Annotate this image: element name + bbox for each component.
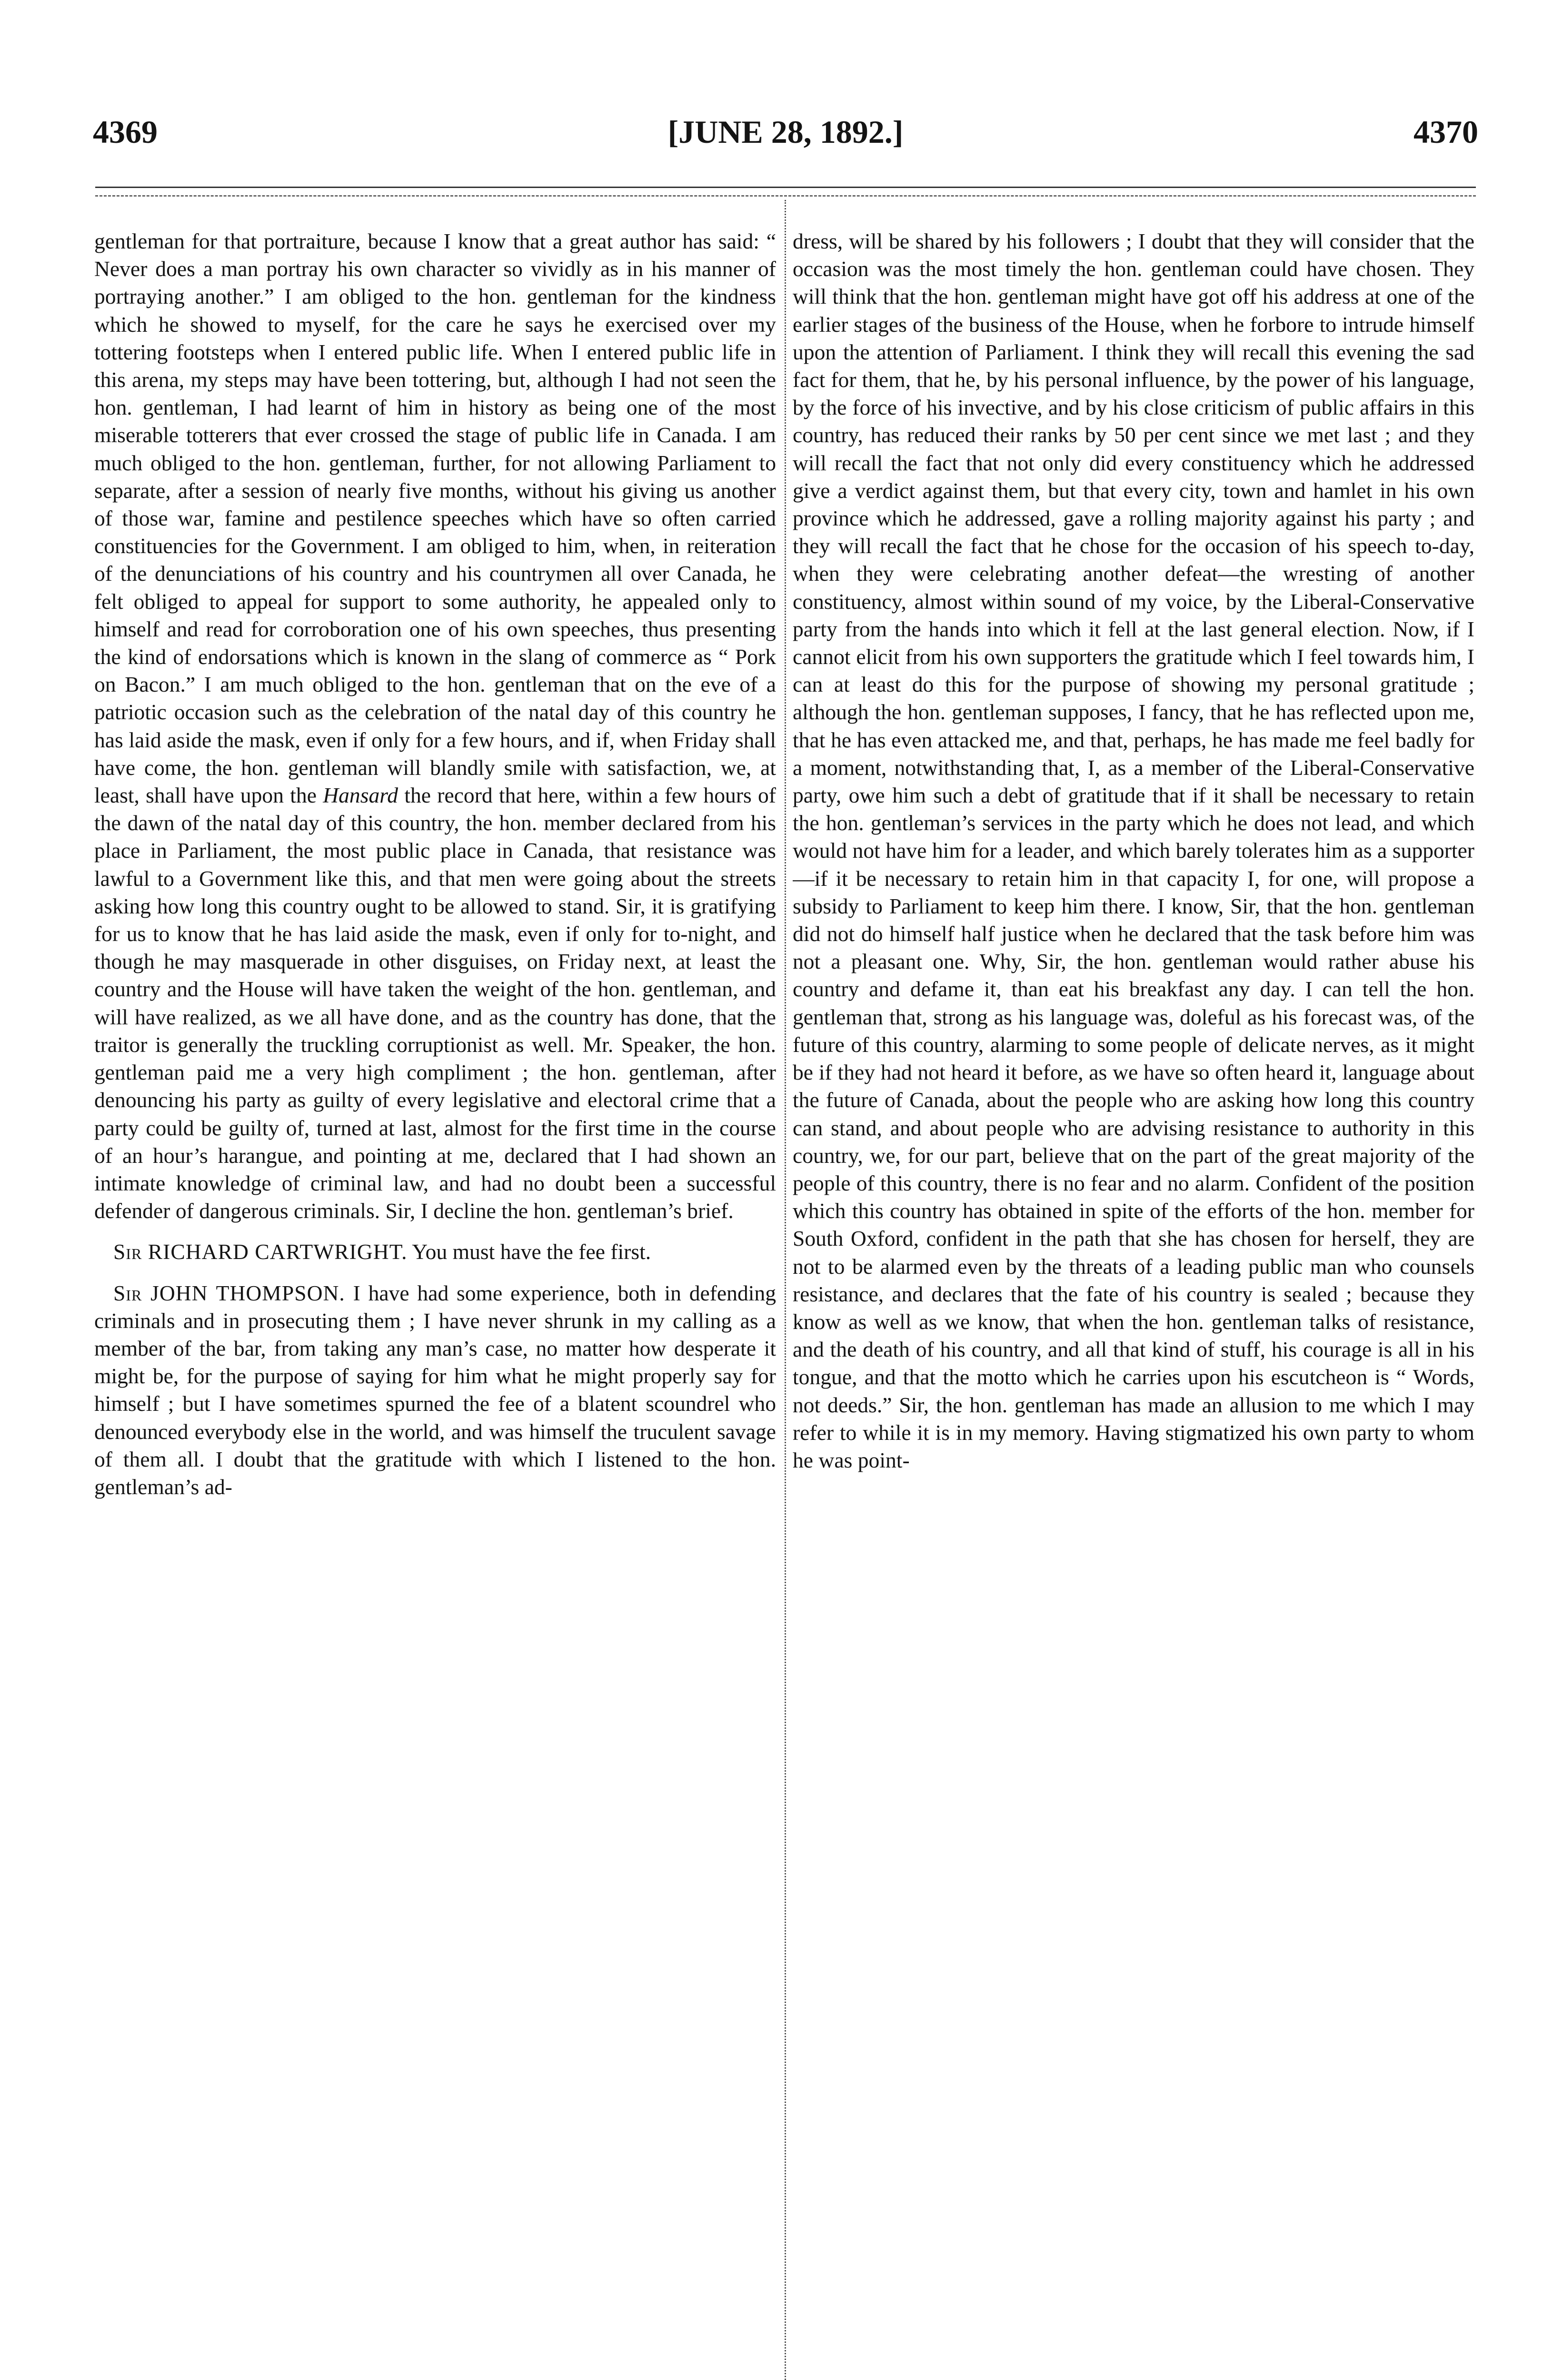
text-run: gentleman for that portraiture, because I know that a great author has said: “ Never does a man portray his own character so vividly as in his manner of portraying another.” I am obliged to the hon. gentleman for the kindness which he showed to myself, for the care he says he exercised over my tottering footsteps when I entered public life. When I entered public life in this arena, my steps may have been tottering, but, although I had not seen the hon. gentleman, I had learnt of him in history as being one of the most miserable totterers that ever crossed the stage of public life in Canada. I am much obliged to the hon. gentleman, further, for not allowing Parliament to separate, after a session of nearly five months, without his giving us another of those war, famine and pestilence speeches which have so often carried constituencies for the Government. I am obliged to him, when, in reiteration of the denunciations of his country and his countrymen all over Canada, he felt obliged to appeal for support to some authority, he appealed only to himself and read for corroboration one of his own speeches, thus presenting the kind of endorsations which is known in the slang of commerce as “ Pork on Bacon.” I am much obliged to the hon. gentleman that on the eve of a patriotic occasion such as the celebration of the natal day of this country he has laid aside the mask, even if only for a few hours, and if, when Friday shall have come, the hon. gentleman will blandly smile with satisfaction, we, at least, shall have upon the xyxy=(94,229,776,808)
left-column xyxy=(94,228,776,2380)
paragraph-cartwright xyxy=(94,1238,776,1266)
header-rule xyxy=(95,187,1476,188)
page-number-right: 4370 xyxy=(1414,114,1478,150)
page-date: [JUNE 28, 1892.] xyxy=(667,114,904,150)
paragraph-continued xyxy=(94,228,776,1225)
paragraph-thompson xyxy=(94,1279,776,1501)
column-divider xyxy=(785,200,786,2380)
speech-text: You must have the fee first. xyxy=(412,1240,651,1264)
page-header xyxy=(93,104,1478,156)
header-rule-dashed xyxy=(95,195,1476,197)
page-number-left: 4369 xyxy=(93,114,158,150)
speech-text: I have had some experience, both in defending criminals and in prosecuting them ; I have never shrunk in my calling as a member of the bar, from taking any man’s case, no matter how desperate it might be, for the purpose of saying for him what he might properly say for himself ; but I have sometimes spurned the fee of a blatent scoundrel who denounced everybody else in the world, and was himself the truculent savage of them all. I doubt that the gratitude with which I listened to the hon. gentleman’s ad- xyxy=(94,1280,776,1499)
text-run: the record that here, within a few hours of the dawn of the natal day of this country, the hon. member declared from his place in Parliament, the most public place in Canada, that resistance was lawful to a Government like this, and that men were going about the streets asking how long this country ought to be allowed to stand. Sir, it is gratifying for us to know that he has laid aside the mask, even if only for to-night, and though he may masquerade in other disguises, on Friday next, at least the country and the House will have taken the weight of the hon. gentleman, and will have realized, as we all have done, and as the country has done, that the traitor is generally the truckling corruptionist as well. Mr. Speaker, the hon. gentleman paid me a very high compliment ; the hon. gentleman, after denouncing his party as guilty of every legislative and electoral crime that a party could be guilty of, turned at last, almost for the first time in the course of an hour’s harangue, and pointing at me, declared that I had shown an intimate knowledge of criminal law, and had no doubt been a successful defender of dangerous criminals. Sir, I decline the hon. gentleman’s brief. xyxy=(94,783,776,1223)
paragraph-continued: dress, will be shared by his followers ; I doubt that they will consider that the occasion was the most timely the hon. gentleman could have chosen. They will think that the hon. gentleman might have got off his address at one of the earlier stages of the business of the House, when he forbore to intrude himself upon the attention of Parliament. I think they will recall this evening the sad fact for them, that he, by his personal influence, by the power of his language, by the force of his invective, and by his close criticism of public affairs in this country, has reduced their ranks by 50 per cent since we met last ; and they will recall the fact that not only did every constituency which he addressed give a verdict against them, but that every city, town and hamlet in his own province which he addressed, gave a rolling majority against his party ; and they will recall the fact that he chose for the occasion of his speech to-day, when they were celebrating another defeat—the wresting of another constituency, almost within sound of my voice, by the Liberal-Conservative party from the hands into which it fell at the last general election. Now, if I cannot elicit from his own supporters the gratitude which I feel towards him, I can at least do this for the purpose of showing my personal gratitude ; although the hon. gentleman supposes, I fancy, that he has reflected upon me, that he has even attacked me, and that, perhaps, he has made me feel badly for a moment, notwithstanding that, I, as a member of the Liberal-Conservative party, owe him such a debt of gratitude that if it shall be necessary to retain the hon. gentleman’s services in the party which he does not lead, and which would not have him for a leader, and which barely tolerates him as a supporter—if it be necessary to retain him in that capacity I, for one, will propose a subsidy to Parliament to keep him there. I know, Sir, that the hon. gentleman did not do himself half justice when he declared that the task before him was not a pleasant one. Why, Sir, the hon. gentleman would rather abuse his country and defame it, than eat his breakfast any day. I can tell the hon. gentleman that, strong as his language was, doleful as his forecast was, of the future of this country, alarming to some people of delicate nerves, as it might be if they had not heard it before, as we have so often heard it, language about the future of Canada, about the people who are asking how long this country can stand, and about people who are advising resistance to authority in this country, we, for our part, believe that on the part of the great majority of the people of this country, there is no fear and no alarm. Confident of the position which this country has obtained in spite of the efforts of the hon. member for South Oxford, confident in the path that she has chosen for herself, they are not to be alarmed even by the threats of a leading public man who counsels resistance, and declares that the fate of his country is sealed ; because they know as well as we know, that when the hon. gentleman talks of resistance, and the death of his country, and all that kind of stuff, his courage is all in his tongue, and that the motto which he carries upon his escutcheon is “ Words, not deeds.” Sir, the hon. gentleman has made an allusion to me which I may refer to while it is in my memory. Having stigmatized his own party to whom he was point- xyxy=(793,229,1474,1472)
speaker-name: Sir JOHN THOMPSON. xyxy=(113,1280,345,1305)
speaker-name: Sir RICHARD CARTWRIGHT. xyxy=(113,1240,408,1264)
right-column xyxy=(793,228,1474,2380)
italic-hansard: Hansard xyxy=(323,783,398,808)
